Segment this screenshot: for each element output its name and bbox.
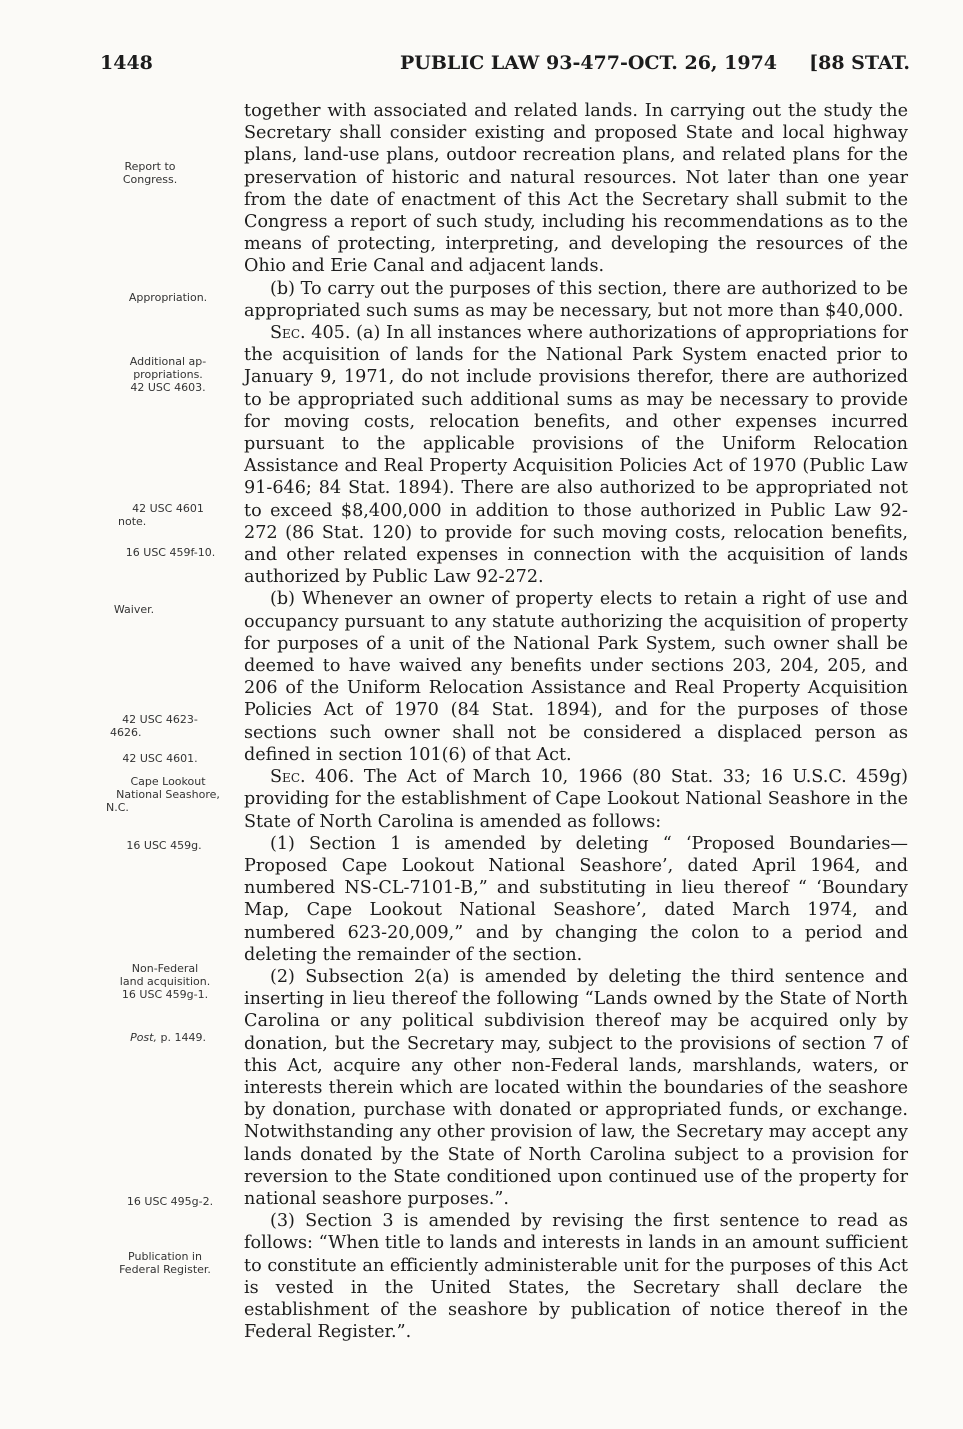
margin-note-line: 16 USC 459g-1. <box>121 988 209 1001</box>
margin-note-line: 4626. <box>110 726 142 739</box>
margin-note-nonfederal <box>100 962 230 1001</box>
margin-note-line: Federal Register. <box>119 1263 211 1276</box>
margin-note-cape-lookout <box>98 775 238 814</box>
paragraph-waiver: (b) Whenever an owner of property elects to retain a right of use and occupancy pursuant to any statute authorizing the acquisition of property for purposes of a unit of the National Park System, such owner shall be deemed to have waived any benefits under sections 203, 204, 205, and 206 of the Uniform Relocation Assistance and Real Property Acquisition Policies Act of 1970 (84 Stat. 1894), and for the purposes of those sections such owner shall not be considered a displaced person as defined in section 101(6) of that Act. <box>244 589 908 765</box>
margin-note-line: Congress. <box>122 173 178 186</box>
margin-note-line: Cape Lookout <box>130 775 206 788</box>
section-text: 405. (a) In all instances where authorizations of appropriations for the acquisition of lands for the National Park System enacted prior to January 9, 1971, do not include provisions therefor, there are authorized to be appropriated such additional sums as may be necessary to provide for moving costs, relocation benefits, and other expenses incurred pursuant to the applicable provisions of the Uniform Relocation Assistance and Real Property Acquisition Policies Act of 1970 (Public Law 91-646; 84 Stat. 1894). There are also authorized to be appropriated not to exceed $8,400,000 in addition to those authorized in Public Law 92-272 (86 Stat. 120) to provide for such moving costs, relocation benefits, and other related expenses in connection with the acquisition of lands authorized by Public Law 92-272. <box>244 323 908 588</box>
margin-note-italic: Post, <box>130 1031 157 1044</box>
page-number: 1448 <box>100 52 153 74</box>
margin-note-459f: 16 USC 459f-10. <box>125 546 216 559</box>
margin-note-459g: 16 USC 459g. <box>126 839 202 852</box>
margin-note-line: Report to <box>124 160 176 173</box>
margin-note-4623 <box>100 713 220 739</box>
margin-note-publication <box>100 1250 230 1276</box>
margin-note-line: Additional ap- <box>129 355 207 368</box>
running-title: PUBLIC LAW 93-477-OCT. 26, 1974 <box>400 52 778 74</box>
paragraph-amendment-2: (2) Subsection 2(a) is amended by deleting the third sentence and inserting in lieu thereof the following “Lands owned by the State of North Carolina or any political subdivision thereof may be acquired only by donation, but the Secretary may, subject to the provisions of section 7 of this Act, acquire any other non-Federal lands, marshlands, waters, or interests therein which are located within the boundaries of the seashore by donation, purchase with donated or appropriated funds, or exchange. Notwithstanding any other provision of law, the Secretary may accept any lands donated by the State of North Carolina subject to a provision for reversion to the State conditioned upon continued use of the property for national seashore purposes.”. <box>244 966 908 1209</box>
paragraph-study: together with associated and related lands. In carrying out the study the Secretary shall consider existing and proposed State and local highway plans, land-use plans, outdoor recreation plans, and related plans for the preservation of historic and natural resources. Not later than one year from the date of enactment of this Act the Secretary shall submit to the Congress a report of such study, including his recommendations as to the means of protecting, interpreting, and developing the resources of the Ohio and Erie Canal and adjacent lands. <box>244 101 908 277</box>
margin-note-line: 42 USC 4623- <box>122 713 198 726</box>
margin-note-appropriation: Appropriation. <box>128 291 208 304</box>
section-label: Sec. <box>270 323 306 344</box>
margin-note-line: land acquisition. <box>119 975 211 988</box>
body-text <box>244 100 908 1343</box>
margin-note-waiver: Waiver. <box>113 603 155 616</box>
margin-note-line: 42 USC 4601 <box>132 502 204 515</box>
section-text: 406. The Act of March 10, 1966 (80 Stat. 33; 16 U.S.C. 459g) providing for the establishment of Cape Lookout National Seashore in the State of North Carolina is amended as follows: <box>244 767 908 832</box>
paragraph-sec-406 <box>244 766 908 833</box>
margin-note-4601-note <box>108 502 228 528</box>
margin-note-4601: 42 USC 4601. <box>122 752 198 765</box>
paragraph-appropriation: (b) To carry out the purposes of this section, there are authorized to be appropriated such sums as may be necessary, but not more than $40,000. <box>244 278 908 321</box>
margin-note-line: Non-Federal <box>131 962 199 975</box>
margin-note-line: note. <box>118 515 147 528</box>
margin-note-495g: 16 USC 495g-2. <box>126 1195 214 1208</box>
paragraph-amendment-1: (1) Section 1 is amended by deleting “ ‘Proposed Boundaries—Proposed Cape Lookout National Seashore’, dated April 1964, and numbered NS-CL-7101-B,” and substituting in lieu thereof “ ‘Boundary Map, Cape Lookout National Seashore’, dated March 1974, and numbered 623-20,009,” and by changing the colon to a period and deleting the remainder of the section. <box>244 833 908 965</box>
margin-note-line: National Seashore, <box>116 788 220 801</box>
paragraph-amendment-3: (3) Section 3 is amended by revising the first sentence to read as follows: “When title to lands and interests in lands in an amount sufficient to constitute an efficiently administerable unit for the purposes of this Act is vested in the United States, the Secretary shall declare the establishment of the seashore by publication of notice thereof in the Federal Register.”. <box>244 1211 908 1343</box>
margin-note-post <box>108 1031 228 1044</box>
margin-notes <box>0 0 240 1429</box>
margin-note-line: Publication in <box>128 1250 202 1263</box>
paragraph-sec-405 <box>244 322 908 588</box>
statute-reference: [88 STAT. <box>809 52 910 74</box>
margin-note-line: N.C. <box>106 801 129 814</box>
margin-note-report <box>100 160 200 186</box>
margin-note-line: p. 1449. <box>160 1031 206 1044</box>
margin-note-line: 42 USC 4603. <box>130 381 206 394</box>
margin-note-line: propriations. <box>133 368 203 381</box>
margin-note-additional <box>108 355 228 394</box>
section-label: Sec. <box>270 767 306 788</box>
